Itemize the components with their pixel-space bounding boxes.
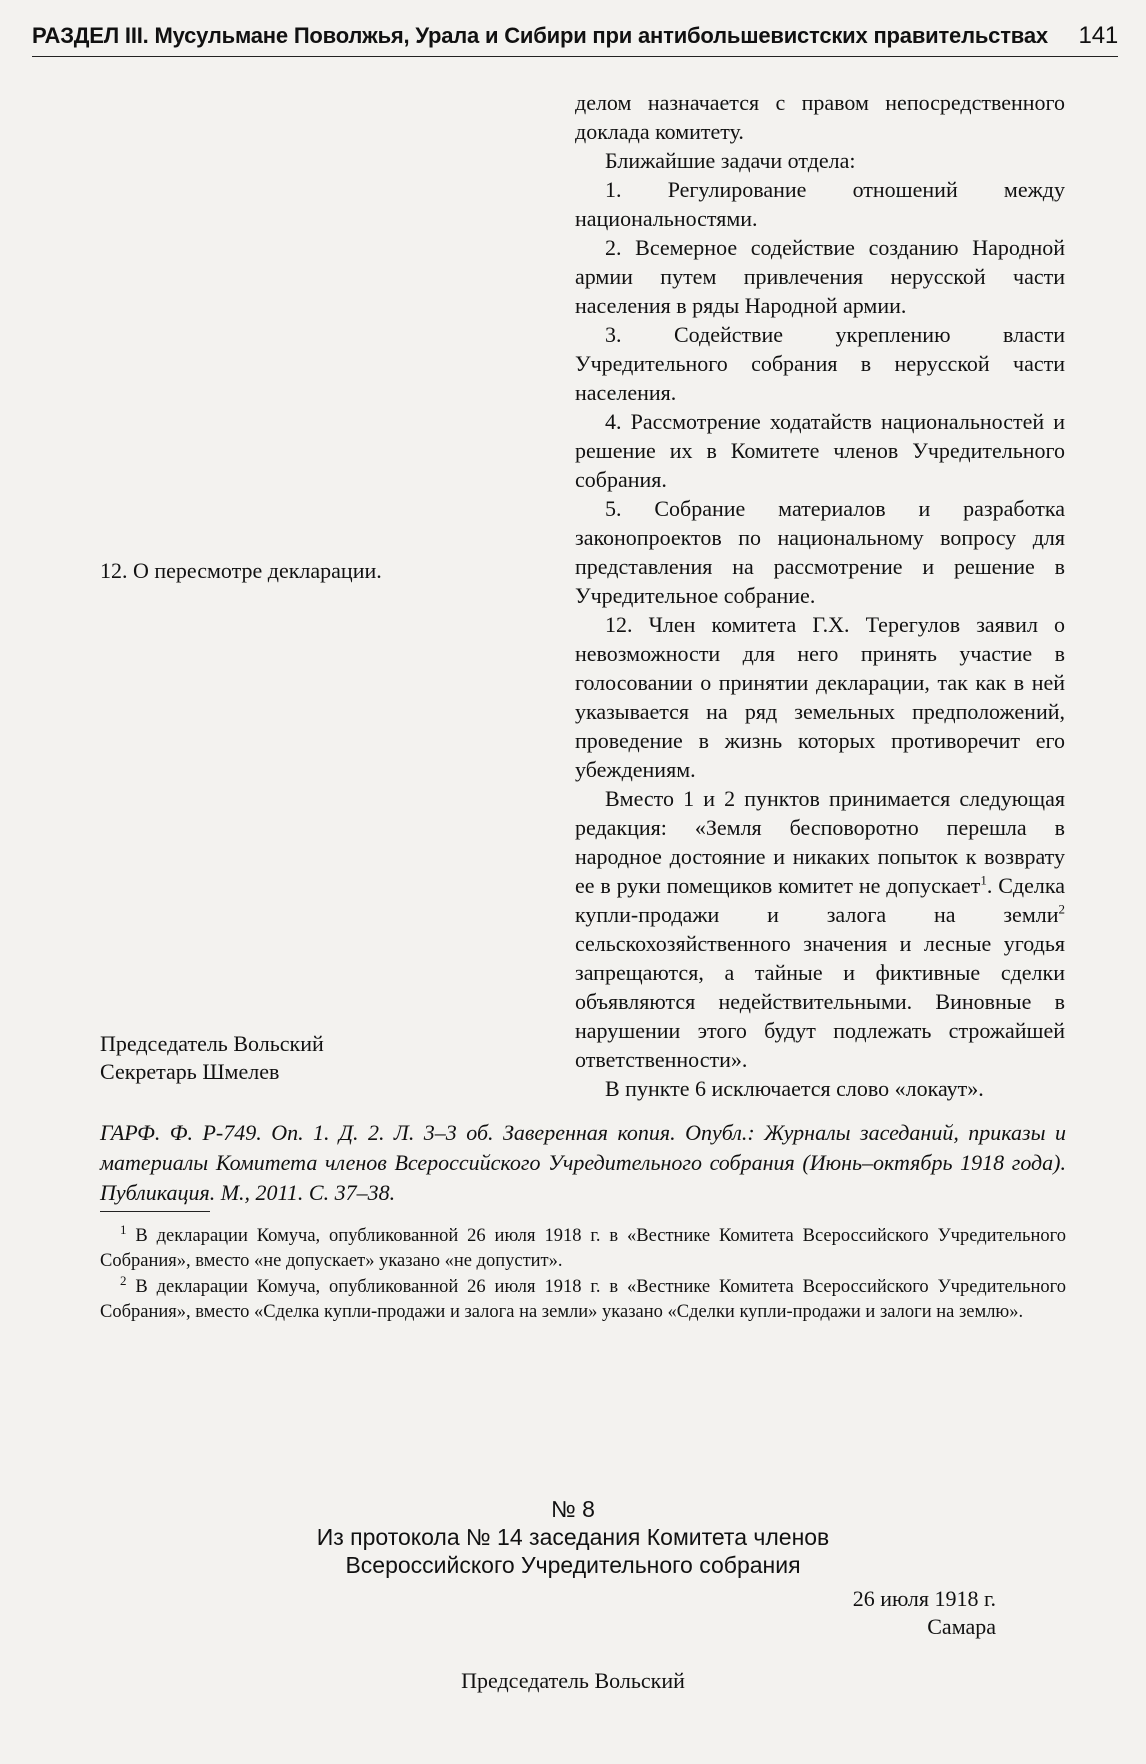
text-segment: Вместо 1 и 2 пунктов принимается следующая редакция: «Земля бесповоротно перешла в народное достояние и никаких попыток к возврату ее в руки помещиков комитет не допускает (575, 786, 1065, 898)
date-place (840, 1585, 996, 1641)
footnote (100, 1221, 1066, 1274)
task-item: 1. Регулирование отношений между национальностями. (575, 177, 1065, 231)
paragraph-point6: В пункте 6 исключается слово «локаут». (605, 1076, 984, 1101)
footnote (100, 1272, 1066, 1325)
right-column-text (575, 88, 1065, 1103)
task-item: 5. Собрание материалов и разработка законопроектов по национальному вопросу для представления на рассмотрение и решение в Учредительное собрание. (575, 496, 1065, 608)
document-date: 26 июля 1918 г. (852, 1586, 996, 1611)
tasks-header: Ближайшие задачи отдела: (605, 148, 856, 173)
document-title-line: Всероссийского Учредительного собрания (345, 1552, 801, 1578)
footnotes (100, 1221, 1066, 1326)
text-segment: сельскохозяйственного значения и лесные угодья запрещаются, а тайные и фиктивные сделки объявляются недействительными. Виновные в нарушении этого будут подлежать строжайшей ответственности». (575, 931, 1065, 1072)
document-title-line: Из протокола № 14 заседания Комитета членов (316, 1524, 830, 1550)
section-title: РАЗДЕЛ III. Мусульмане Поволжья, Урала и Сибири при антибольшевистских правительствах (32, 23, 1048, 48)
document-number: № 8 (551, 1496, 595, 1522)
paragraph-new-wording (575, 784, 1065, 1074)
paragraph-continuation: делом назначается с правом непосредственного доклада комитету. (575, 90, 1065, 144)
footnote-ref: 1 (980, 872, 987, 888)
document-chairman: Председатель Вольский (461, 1668, 685, 1693)
footnote-ref: 2 (1058, 901, 1065, 917)
document-heading (0, 1495, 1146, 1579)
text-segment: . Сделка купли-продажи и залога на земли (575, 873, 1065, 927)
footnote-divider (100, 1211, 210, 1212)
chairman-signature: Председатель Вольский (100, 1031, 324, 1056)
task-item: 3. Содействие укреплению власти Учредительного собрания в нерусской части населения. (575, 322, 1065, 405)
page-header (32, 22, 1118, 57)
item-12-title: 12. О пересмотре декларации. (100, 558, 382, 583)
footnote-mark: 1 (120, 1221, 127, 1237)
secretary-signature: Секретарь Шмелев (100, 1059, 280, 1084)
document-place: Самара (927, 1614, 996, 1639)
footnote-text: В декларации Комуча, опубликованной 26 июля 1918 г. в «Вестнике Комитета Всероссийского Учредительного Собрания», вместо «Сделка купли-продажи и залога на земли» указано «Сделки купли-продажи и залоги на землю». (100, 1277, 1066, 1322)
paragraph-teregulov: 12. Член комитета Г.Х. Терегулов заявил о невозможности для него принять участие в голосовании о принятии декларации, так как в ней указывается на ряд земельных предположений, проведение в жизнь которых противоречит его убеждениям. (575, 612, 1065, 782)
footnote-text: В декларации Комуча, опубликованной 26 июля 1918 г. в «Вестнике Комитета Всероссийского Учредительного Собрания», вместо «не допускает» указано «не допустит». (100, 1226, 1066, 1271)
task-item: 4. Рассмотрение ходатайств национальностей и решение их в Комитете членов Учредительного собрания. (575, 409, 1065, 492)
footnote-mark: 2 (120, 1272, 127, 1288)
page-number: 141 (1078, 22, 1118, 49)
archive-source: ГАРФ. Ф. Р-749. Оп. 1. Д. 2. Л. 3–3 об. Заверенная копия. Опубл.: Журналы заседаний, приказы и материалы Комитета членов Всероссийского Учредительного собрания (Июнь–октябрь 1918 года). Публикация. М., 2011. С. 37–38. (100, 1120, 1066, 1205)
task-item: 2. Всемерное содействие созданию Народной армии путем привлечения нерусской части населения в ряды Народной армии. (575, 235, 1065, 318)
signatures (100, 1030, 324, 1086)
